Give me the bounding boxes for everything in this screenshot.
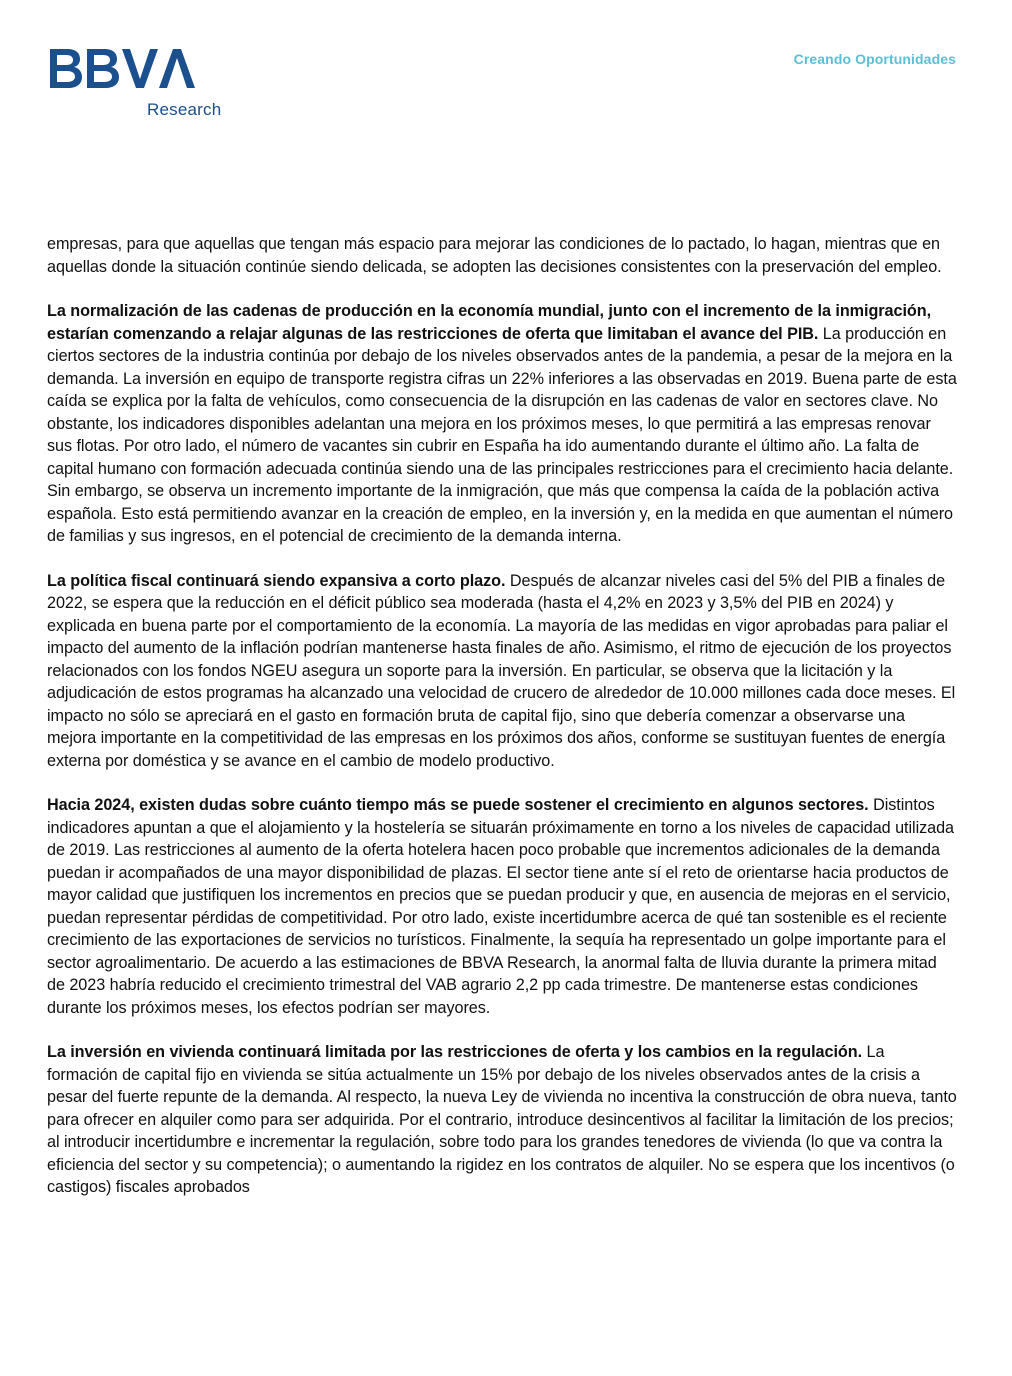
paragraph-lead: Hacia 2024, existen dudas sobre cuánto tiempo más se puede sostener el crecimiento en algunos sectores.: [47, 796, 869, 814]
bbva-logo-icon: [47, 46, 197, 92]
paragraph-growth-2024: [47, 794, 957, 1019]
paragraph-housing-investment: [47, 1041, 957, 1199]
paragraph-body: Después de alcanzar niveles casi del 5% del PIB a finales de 2022, se espera que la reducción en el déficit público sea moderada (hasta el 4,2% en 2023 y 3,5% del PIB en 2024) y explicada en buena parte por el comportamiento de la economía. La mayoría de las medidas en vigor aprobadas para paliar el impacto del aumento de la inflación podrían mantenerse hasta finales de año. Asimismo, el ritmo de ejecución de los proyectos relacionados con los fondos NGEU asegura un soporte para la inversión. En particular, se observa que la licitación y la adjudicación de estos programas ha alcanzado una velocidad de crucero de alrededor de 10.000 millones cada doce meses. El impacto no sólo se apreciará en el gasto en formación bruta de capital fijo, sino que debería comenzar a observarse una mejora importante en la competitividad de las empresas en los próximos dos años, conforme se sustituyan fuentes de energía externa por doméstica y se avance en el cambio de modelo productivo.: [47, 571, 956, 770]
paragraph-body: La producción en ciertos sectores de la industria continúa por debajo de los niveles observados antes de la pandemia, a pesar de la mejora en la demanda. La inversión en equipo de transporte registra cifras un 22% inferiores a las observadas en 2019. Buena parte de esta caída se explica por la falta de vehículos, como consecuencia de la disrupción en las cadenas de valor en sectores clave. No obstante, los indicadores disponibles adelantan una mejora en los próximos meses, lo que permitirá a las empresas renovar sus flotas. Por otro lado, el número de vacantes sin cubrir en España ha ido aumentando durante el último año. La falta de capital humano con formación adecuada continúa siendo una de las principales restricciones para el crecimiento hacia delante. Sin embargo, se observa un incremento importante de la inmigración, que más que compensa la caída de la población activa española. Esto está permitiendo avanzar en la creación de empleo, en la inversión y, en la medida en que aumentan el número de familias y sus ingresos, en el potencial de crecimiento de la demanda interna.: [47, 324, 957, 545]
paragraph-production-chains: [47, 300, 957, 548]
paragraph-body: La formación de capital fijo en vivienda se sitúa actualmente un 15% por debajo de los niveles observados antes de la crisis a pesar del fuerte repunte de la demanda. Al respecto, la nueva Ley de vivienda no incentiva la construcción de obra nueva, tanto para ofrecer en alquiler como para ser adquirida. Por el contrario, introduce desincentivos al facilitar la limitación de los precios; al introducir incertidumbre e incrementar la regulación, sobre todo para los grandes tenedores de vivienda (lo que va contra la eficiencia del sector y su competencia); o aumentando la rigidez en los contratos de alquiler. No se espera que los incentivos (o castigos) fiscales aprobados: [47, 1043, 957, 1196]
logo-subtitle: Research: [147, 100, 222, 119]
paragraph-body: empresas, para que aquellas que tengan más espacio para mejorar las condiciones de lo pactado, lo hagan, mientras que en aquellas donde la situación continúe siendo delicada, se adopten las decisiones consistentes con la preservación del empleo.: [47, 235, 942, 276]
paragraph-lead: La inversión en vivienda continuará limitada por las restricciones de oferta y los cambios en la regulación.: [47, 1043, 863, 1061]
paragraph-lead: La política fiscal continuará siendo expansiva a corto plazo.: [47, 571, 506, 590]
bbva-research-logo: [47, 46, 237, 126]
paragraph-body: Distintos indicadores apuntan a que el alojamiento y la hostelería se situarán próximamente en torno a los niveles de capacidad utilizada de 2019. Las restricciones al aumento de la oferta hotelera hacen poco probable que incrementos adicionales de la demanda puedan ir acompañados de una mayor disponibilidad de plazas. El sector tiene ante sí el reto de orientarse hacia productos de mayor calidad que justifiquen los incrementos en precios que se puedan producir y que, en ausencia de mejoras en el servicio, puedan representar pérdidas de competitividad. Por otro lado, existe incertidumbre acerca de qué tan sostenible es el reciente crecimiento de las exportaciones de servicios no turísticos. Finalmente, la sequía ha representado un golpe importante para el sector agroalimentario. De acuerdo a las estimaciones de BBVA Research, la anormal falta de lluvia durante la primera mitad de 2023 habría reducido el crecimiento trimestral del VAB agrario 2,2 pp cada trimestre. De mantenerse estas condiciones durante los próximos meses, los efectos podrían ser mayores.: [47, 796, 955, 1017]
header-tagline: Creando Oportunidades: [793, 51, 956, 67]
page-header: [0, 0, 1012, 140]
document-body: [47, 233, 957, 1221]
paragraph-lead: La normalización de las cadenas de producción en la economía mundial, junto con el incremento de la inmigración, estarían comenzando a relajar algunas de las restricciones de oferta que limitaban el avance del PIB.: [47, 302, 932, 343]
paragraph-fiscal-policy: [47, 570, 957, 773]
paragraph-continuation: [47, 233, 957, 278]
